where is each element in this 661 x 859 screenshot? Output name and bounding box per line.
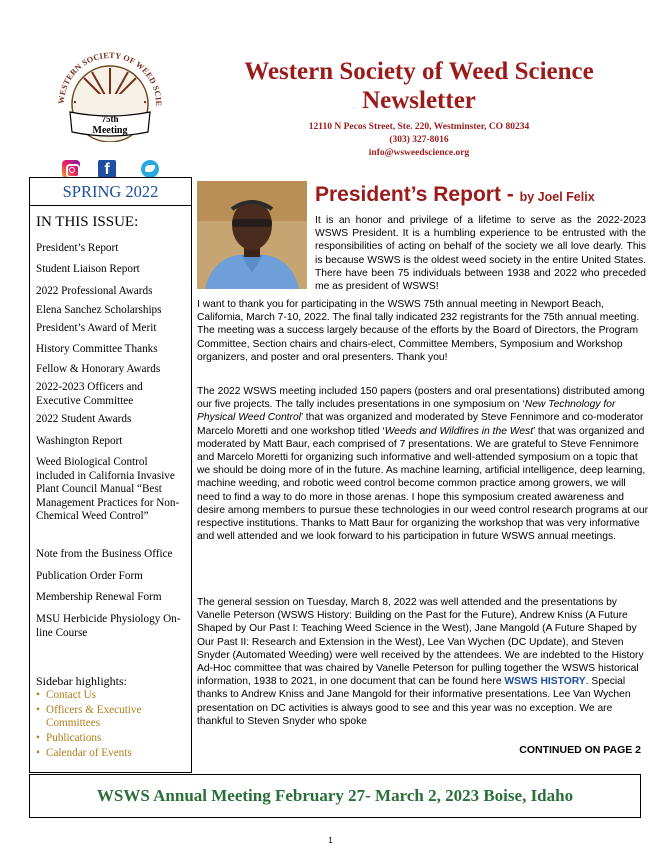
article-paragraph xyxy=(197,385,649,543)
paragraph-text: ’ that was organized and moderated by Matt Baur, each comprised of 7 presentations. We are grateful to Steve Fennimore and Marcelo Moretti for organizing such informative and well-attended symposium on a topic that we should be doing more of in the future. As machine learning, artificial intelligence, deep learning, machine weeding, and robotic weed control become common practice among growers, we will need to find a way to do more in those arenas. I hope this symposium created awareness and desire among members to pursue these technologies in our weed control research programs at our respective institutions. Thanks to Matt Baur for organizing the workshop that was very informative and well attended and we look forward to his participation in future WSWS annual meetings. xyxy=(197,425,649,543)
issue-season: SPRING 2022 xyxy=(62,182,159,201)
contents-item[interactable]: Weed Biological Control included in California Invasive Plant Council Manual “Best Management Practices for Non-Chemical Weed Control” xyxy=(36,456,180,522)
contents-item[interactable]: MSU Herbicide Physiology On-line Course xyxy=(36,613,181,639)
contents-item[interactable]: Washington Report xyxy=(36,435,123,447)
instagram-icon[interactable] xyxy=(62,160,80,178)
sidebar-divider xyxy=(30,205,191,206)
contents-item[interactable]: Note from the Business Office xyxy=(36,548,173,560)
wsws-history-link[interactable]: WSWS HISTORY xyxy=(504,676,586,688)
email-link[interactable]: info@wsweedscience.org xyxy=(368,148,470,158)
article-paragraph: It is an honor and privilege of a lifetime to serve as the 2022-2023 WSWS President. It is a humbling experience to be entrusted with the responsibilities of acting on behalf of the society we all love dearly. This is because WSWS is the oldest weed society in the entire United States. There have been 75 individuals between 1938 and 2022 who preceded me as president of WSWS! xyxy=(315,215,646,293)
contents-item[interactable]: History Committee Thanks xyxy=(36,343,158,355)
article-title xyxy=(315,182,595,210)
article-byline: by Joel Felix xyxy=(519,190,595,204)
article-paragraph: I want to thank you for participating in the WSWS 75th annual meeting in Newport Beach, California, March 7-10, 2022. The final tally indicated 232 registrants for the 75th annual meeting. The meeting was a success largely because of the efforts by the Board of Directors, the Program Committee, Section chairs and chairs-elect, Committee Members, Symposium and Workshop organizers, and poster and oral presenters. Thank you! xyxy=(197,299,640,363)
page-number: 1 xyxy=(328,836,333,845)
paragraph-text: . Special thanks to Andrew Kniss and Jane Mangold for their informative presentations. Lee Van Wychen presentation on DC activities is always good to see and this year was no exception. We are thankful to Steven Snyder who spoke xyxy=(197,676,631,727)
phone: (303) 327-8016 xyxy=(389,135,449,145)
newsletter-title: Newsletter xyxy=(362,87,476,114)
contents-item[interactable]: Elena Sanchez Scholarships xyxy=(36,304,162,316)
contents-item[interactable]: President’s Report xyxy=(36,242,119,254)
continued-link[interactable]: CONTINUED ON PAGE 2 xyxy=(519,744,641,756)
highlight-link[interactable]: • Publications xyxy=(36,732,188,745)
workshop-title: Weeds and Wildfires in the West xyxy=(384,425,534,437)
contents-item[interactable]: 2022-2023 Officers and Executive Committee xyxy=(36,381,143,407)
contents-item[interactable]: 2022 Professional Awards xyxy=(36,285,153,297)
logo-ribbon-meeting: Meeting xyxy=(92,125,128,136)
paragraph-text: ’ that was organized and moderated by Steve Fennimore and co-moderator Marcelo Moretti and one workshop titled ‘ xyxy=(197,412,644,437)
wsws-75th-logo xyxy=(52,42,168,142)
article-paragraph xyxy=(197,596,649,728)
contents-item[interactable]: Student Liaison Report xyxy=(36,263,140,275)
twitter-icon[interactable] xyxy=(141,160,159,178)
contents-item[interactable]: 2022 Student Awards xyxy=(36,413,132,425)
address: 12110 N Pecos Street, Ste. 220, Westminster, CO 80234 xyxy=(308,122,530,132)
annual-meeting-banner: WSWS Annual Meeting February 27- March 2, 2023 Boise, Idaho xyxy=(29,774,641,818)
sidebar-box xyxy=(29,177,192,773)
facebook-icon[interactable]: f xyxy=(98,160,116,178)
logo-arc-text: WESTERN SOCIETY OF WEED SCIE xyxy=(56,50,164,107)
article-title-text: President’s Report - xyxy=(315,183,520,206)
contact-block xyxy=(250,121,588,160)
contents-item[interactable]: President’s Award of Merit xyxy=(36,322,157,334)
in-this-issue-heading: IN THIS ISSUE: xyxy=(36,214,139,230)
symposium-title: New Technology for Physical Weed Control xyxy=(197,399,616,424)
sidebar-highlights-title: Sidebar highlights: xyxy=(36,674,127,688)
highlight-link[interactable]: • Officers & Executive Committees xyxy=(36,704,188,730)
president-photo xyxy=(197,181,307,289)
contents-item[interactable]: Publication Order Form xyxy=(36,570,143,582)
sidebar-highlights-list xyxy=(36,689,188,762)
newsletter-org-title: Western Society of Weed Science xyxy=(244,58,594,85)
highlight-link[interactable]: • Calendar of Events xyxy=(36,747,188,760)
paragraph-text: The 2022 WSWS meeting included 150 papers (posters and oral presentations) distributed among our five projects. The tally includes presentations in one symposium on ‘ xyxy=(197,386,645,411)
paragraph-text: The general session on Tuesday, March 8, 2022 was well attended and the presentations by Vanelle Peterson (WSWS History: Building on the Past for the Future), Andrew Kniss (A Future Shaped by Our Past I: Teaching Weed Science in the West), Jane Mangold (A Future Shaped by Our Past II: Research and Extension in the West), Lee Van Wychen (DC Update), and Steven Snyder (Automated Weeding) were well received by the attendees. We are indebted to the History Ad-Hoc committee that was chaired by Vanelle Peterson for pulling together the WSWS historical information, 1938 to 2021, in one document that can be found here xyxy=(197,597,644,688)
logo-ribbon-75th: 75th xyxy=(101,114,119,124)
contents-item[interactable]: Membership Renewal Form xyxy=(36,591,162,603)
highlight-link[interactable]: • Contact Us xyxy=(36,689,188,702)
contents-item[interactable]: Fellow & Honorary Awards xyxy=(36,363,161,375)
